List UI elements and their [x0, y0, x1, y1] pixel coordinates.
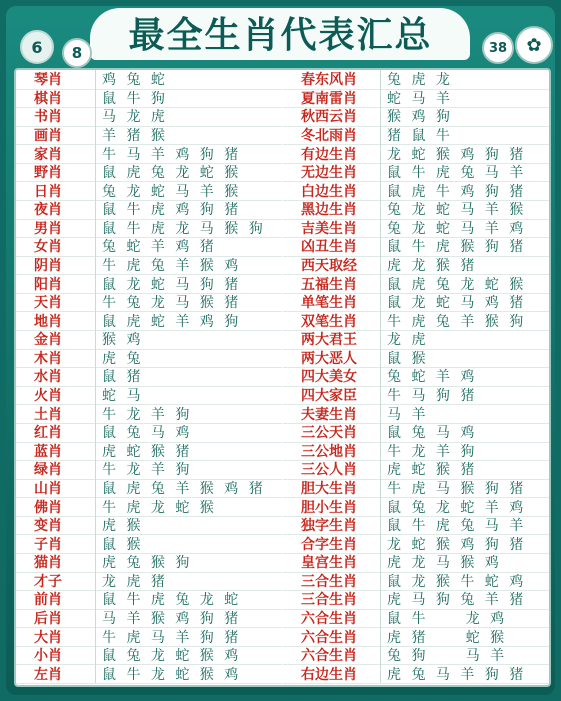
table-row	[16, 609, 282, 629]
row-label: 凶丑生肖	[283, 237, 381, 256]
table-row	[16, 404, 282, 424]
row-label: 木肖	[16, 349, 96, 368]
row-label: 六合生肖	[283, 609, 381, 628]
table-row	[16, 516, 282, 536]
row-animals: 牛 龙 羊 狗	[102, 406, 193, 423]
table-row	[16, 367, 282, 387]
table-row	[16, 107, 282, 127]
table-row	[16, 423, 282, 443]
table-row	[283, 534, 549, 554]
row-label: 五福生肖	[283, 274, 381, 293]
row-label: 书肖	[16, 107, 96, 126]
row-label: 红肖	[16, 423, 96, 442]
row-animals: 马 羊 猴 鸡 狗 猪	[102, 610, 242, 627]
table-row	[283, 293, 549, 313]
table-row	[283, 274, 549, 294]
table-row	[16, 70, 282, 90]
table-row	[283, 144, 549, 164]
row-animals: 虎 龙 马 猴 鸡	[387, 555, 502, 572]
table-row	[283, 553, 549, 573]
row-label: 黑边生肖	[283, 200, 381, 219]
row-label: 绿肖	[16, 460, 96, 479]
row-animals: 龙 虎 猪	[102, 573, 168, 590]
row-label: 棋肖	[16, 89, 96, 108]
row-label: 三合生肖	[283, 572, 381, 591]
table-row	[283, 330, 549, 350]
lottery-ball-icon: 6	[20, 30, 54, 64]
row-animals: 虎 猪 蛇 猴	[387, 629, 508, 646]
lottery-ball-icon: 38	[482, 32, 514, 64]
row-label: 三合生肖	[283, 590, 381, 609]
row-label: 水肖	[16, 367, 96, 386]
row-animals: 鼠 牛 龙 蛇 猴 鸡	[102, 666, 242, 683]
row-animals: 鼠 虎 兔 龙 蛇 猴	[102, 165, 242, 182]
table-row	[283, 404, 549, 424]
row-animals: 鼠 牛 虎 龙 马 猴 狗	[102, 220, 266, 237]
row-label: 才子	[16, 572, 96, 591]
row-animals: 鸡 兔 蛇	[102, 72, 168, 89]
row-animals: 牛 兔 龙 马 猴 猪	[102, 295, 242, 312]
row-label: 白边生肖	[283, 181, 381, 200]
table-row	[283, 126, 549, 146]
table-row	[16, 274, 282, 294]
table-row	[283, 572, 549, 592]
row-label: 猫肖	[16, 553, 96, 572]
row-label: 后肖	[16, 609, 96, 628]
table-row	[283, 646, 549, 666]
table-row	[16, 293, 282, 313]
table-row	[16, 497, 282, 517]
table-row	[16, 144, 282, 164]
row-animals: 牛 虎 兔 羊 猴 鸡	[102, 258, 242, 275]
table-row	[16, 534, 282, 554]
row-label: 双笔生肖	[283, 311, 381, 330]
row-animals: 鼠 牛 虎 兔 龙 蛇	[102, 592, 242, 609]
row-animals: 牛 龙 羊 狗	[387, 443, 478, 460]
table-row	[16, 163, 282, 183]
table-row	[16, 664, 282, 684]
row-label: 土肖	[16, 404, 96, 423]
row-animals: 鼠 牛 虎 鸡 狗 猪	[102, 202, 242, 219]
row-animals: 猴 鸡	[102, 332, 144, 349]
row-label: 阳肖	[16, 274, 96, 293]
zodiac-table	[14, 68, 551, 687]
row-animals: 鼠 兔 龙 蛇 羊 鸡	[387, 499, 527, 516]
table-row	[16, 330, 282, 350]
row-animals: 兔 龙 蛇 马 羊 猴	[102, 183, 242, 200]
row-animals: 龙 蛇 猴 鸡 狗 猪	[387, 146, 527, 163]
row-label: 小肖	[16, 646, 96, 665]
row-animals: 鼠 虎 兔 龙 蛇 猴	[387, 276, 527, 293]
row-animals: 牛 马 羊 鸡 狗 猪	[102, 146, 242, 163]
row-animals: 羊 猪 猴	[102, 128, 168, 144]
row-animals: 鼠 龙 猴 牛 蛇 鸡	[387, 573, 527, 590]
row-animals: 鼠 牛 虎 兔 马 羊	[387, 518, 527, 535]
table-row	[16, 126, 282, 146]
table-row	[16, 479, 282, 499]
row-label: 有边生肖	[283, 144, 381, 163]
row-animals: 兔 龙 蛇 马 羊 猴	[387, 202, 527, 219]
table-row	[283, 516, 549, 536]
row-animals: 鼠 猴	[102, 536, 144, 553]
row-animals: 兔 蛇 羊 鸡 猪	[102, 239, 217, 256]
row-animals: 鼠 龙 蛇 马 狗 猪	[102, 276, 242, 293]
row-label: 秋西云肖	[283, 107, 381, 126]
row-label: 佛肖	[16, 497, 96, 516]
row-animals: 牛 虎 马 猴 狗 猪	[387, 480, 527, 497]
table-row	[16, 89, 282, 109]
row-animals: 虎 兔 猴 狗	[102, 555, 193, 572]
row-label: 野肖	[16, 163, 96, 182]
table-row	[16, 553, 282, 573]
table-row	[16, 181, 282, 201]
row-label: 胆大生肖	[283, 479, 381, 498]
table-row	[283, 609, 549, 629]
row-label: 火肖	[16, 386, 96, 405]
table-row	[283, 460, 549, 480]
row-label: 春东风肖	[283, 70, 381, 89]
row-label: 夏南雷肖	[283, 89, 381, 108]
table-row	[283, 200, 549, 220]
row-animals: 虎 蛇 猴 猪	[102, 443, 193, 460]
row-label: 山肖	[16, 479, 96, 498]
row-animals: 虎 兔	[102, 350, 144, 367]
table-row	[16, 572, 282, 592]
table-row	[16, 200, 282, 220]
table-row	[283, 311, 549, 331]
table-row	[283, 442, 549, 462]
table-row	[16, 349, 282, 369]
row-label: 蓝肖	[16, 442, 96, 461]
row-animals: 虎 龙 猴 猪	[387, 258, 478, 275]
row-animals: 猪 鼠 牛	[387, 128, 453, 144]
row-animals: 蛇 马	[102, 388, 144, 405]
row-animals: 鼠 牛 龙 鸡	[387, 610, 508, 627]
row-animals: 鼠 猪	[102, 369, 144, 386]
table-row	[16, 219, 282, 239]
row-animals: 牛 虎 龙 蛇 猴	[102, 499, 217, 516]
row-label: 吉美生肖	[283, 219, 381, 238]
row-label: 独字生肖	[283, 516, 381, 535]
row-animals: 虎 蛇 猴 猪	[387, 462, 478, 479]
row-animals: 鼠 虎 蛇 羊 鸡 狗	[102, 313, 242, 330]
row-animals: 虎 猴	[102, 518, 144, 535]
row-animals: 鼠 虎 牛 鸡 狗 猪	[387, 183, 527, 200]
table-row	[16, 627, 282, 647]
row-label: 四大家臣	[283, 386, 381, 405]
table-row	[16, 237, 282, 257]
table-row	[16, 386, 282, 406]
row-label: 男肖	[16, 219, 96, 238]
row-label: 右边生肖	[283, 664, 381, 683]
row-animals: 兔 蛇 羊 鸡	[387, 369, 478, 386]
row-animals: 鼠 兔 龙 蛇 猴 鸡	[102, 648, 242, 665]
row-animals: 鼠 龙 蛇 马 鸡 猪	[387, 295, 527, 312]
row-label: 皇宫生肖	[283, 553, 381, 572]
page-title: 最全生肖代表汇总	[128, 13, 433, 56]
row-label: 日肖	[16, 181, 96, 200]
row-label: 无边生肖	[283, 163, 381, 182]
row-label: 两大恶人	[283, 349, 381, 368]
table-row	[283, 219, 549, 239]
table-row	[283, 181, 549, 201]
row-animals: 鼠 虎 兔 羊 猴 鸡 猪	[102, 480, 266, 497]
row-animals: 鼠 牛 虎 兔 马 羊	[387, 165, 527, 182]
row-animals: 牛 龙 羊 狗	[102, 462, 193, 479]
table-row	[283, 497, 549, 517]
row-label: 三公地肖	[283, 442, 381, 461]
row-animals: 牛 马 狗 猪	[387, 388, 478, 405]
row-label: 四大美女	[283, 367, 381, 386]
row-label: 西天取经	[283, 256, 381, 275]
row-label: 胆小生肖	[283, 497, 381, 516]
table-row	[16, 646, 282, 666]
row-label: 画肖	[16, 126, 96, 145]
row-label: 琴肖	[16, 70, 96, 89]
header	[0, 0, 561, 64]
row-animals: 虎 马 狗 兔 羊 猪	[387, 592, 527, 609]
row-animals: 龙 虎	[387, 332, 429, 349]
row-animals: 龙 蛇 猴 鸡 狗 猪	[387, 536, 527, 553]
table-row	[16, 590, 282, 610]
row-label: 女肖	[16, 237, 96, 256]
lottery-ball-icon: 8	[62, 38, 92, 68]
row-animals: 马 龙 虎	[102, 109, 168, 126]
row-label: 前肖	[16, 590, 96, 609]
row-animals: 虎 兔 马 羊 狗 猪	[387, 666, 527, 683]
row-label: 变肖	[16, 516, 96, 535]
row-animals: 兔 虎 龙	[387, 72, 453, 89]
row-label: 天肖	[16, 293, 96, 312]
row-label: 六合生肖	[283, 646, 381, 665]
row-animals: 牛 虎 兔 羊 猴 狗	[387, 313, 527, 330]
row-label: 三公天肖	[283, 423, 381, 442]
row-animals: 鼠 牛 狗	[102, 90, 168, 107]
table-row	[283, 107, 549, 127]
table-row	[283, 479, 549, 499]
row-label: 合字生肖	[283, 534, 381, 553]
table-row	[283, 89, 549, 109]
table-row	[16, 256, 282, 276]
row-animals: 鼠 兔 马 鸡	[102, 425, 193, 442]
row-animals: 猴 鸡 狗	[387, 109, 453, 126]
table-row	[283, 349, 549, 369]
row-animals: 牛 虎 马 羊 狗 猪	[102, 629, 242, 646]
row-animals: 鼠 猴	[387, 350, 429, 367]
row-animals: 鼠 兔 马 鸡	[387, 425, 478, 442]
table-row	[283, 367, 549, 387]
table-row	[283, 664, 549, 684]
table-row	[16, 460, 282, 480]
row-label: 左肖	[16, 664, 96, 683]
row-label: 夜肖	[16, 200, 96, 219]
row-animals: 鼠 牛 虎 猴 狗 猪	[387, 239, 527, 256]
table-row	[283, 70, 549, 90]
row-label: 三公人肖	[283, 460, 381, 479]
row-label: 金肖	[16, 330, 96, 349]
table-row	[283, 627, 549, 647]
row-label: 大肖	[16, 627, 96, 646]
flower-icon: ✿	[515, 26, 553, 64]
row-label: 地肖	[16, 311, 96, 330]
row-animals: 马 羊	[387, 406, 429, 423]
row-label: 单笔生肖	[283, 293, 381, 312]
row-animals: 兔 龙 蛇 马 羊 鸡	[387, 220, 527, 237]
row-label: 子肖	[16, 534, 96, 553]
row-label: 六合生肖	[283, 627, 381, 646]
table-row	[16, 442, 282, 462]
table-row	[283, 386, 549, 406]
table-row	[283, 423, 549, 443]
row-label: 两大君王	[283, 330, 381, 349]
row-animals: 蛇 马 羊	[387, 90, 453, 107]
row-animals: 兔 狗 马 羊	[387, 648, 508, 665]
table-row	[283, 237, 549, 257]
table-row	[283, 256, 549, 276]
table-row	[283, 590, 549, 610]
row-label: 阴肖	[16, 256, 96, 275]
row-label: 夫妻生肖	[283, 404, 381, 423]
table-row	[16, 311, 282, 331]
table-row	[283, 163, 549, 183]
row-label: 冬北雨肖	[283, 126, 381, 145]
row-label: 家肖	[16, 144, 96, 163]
